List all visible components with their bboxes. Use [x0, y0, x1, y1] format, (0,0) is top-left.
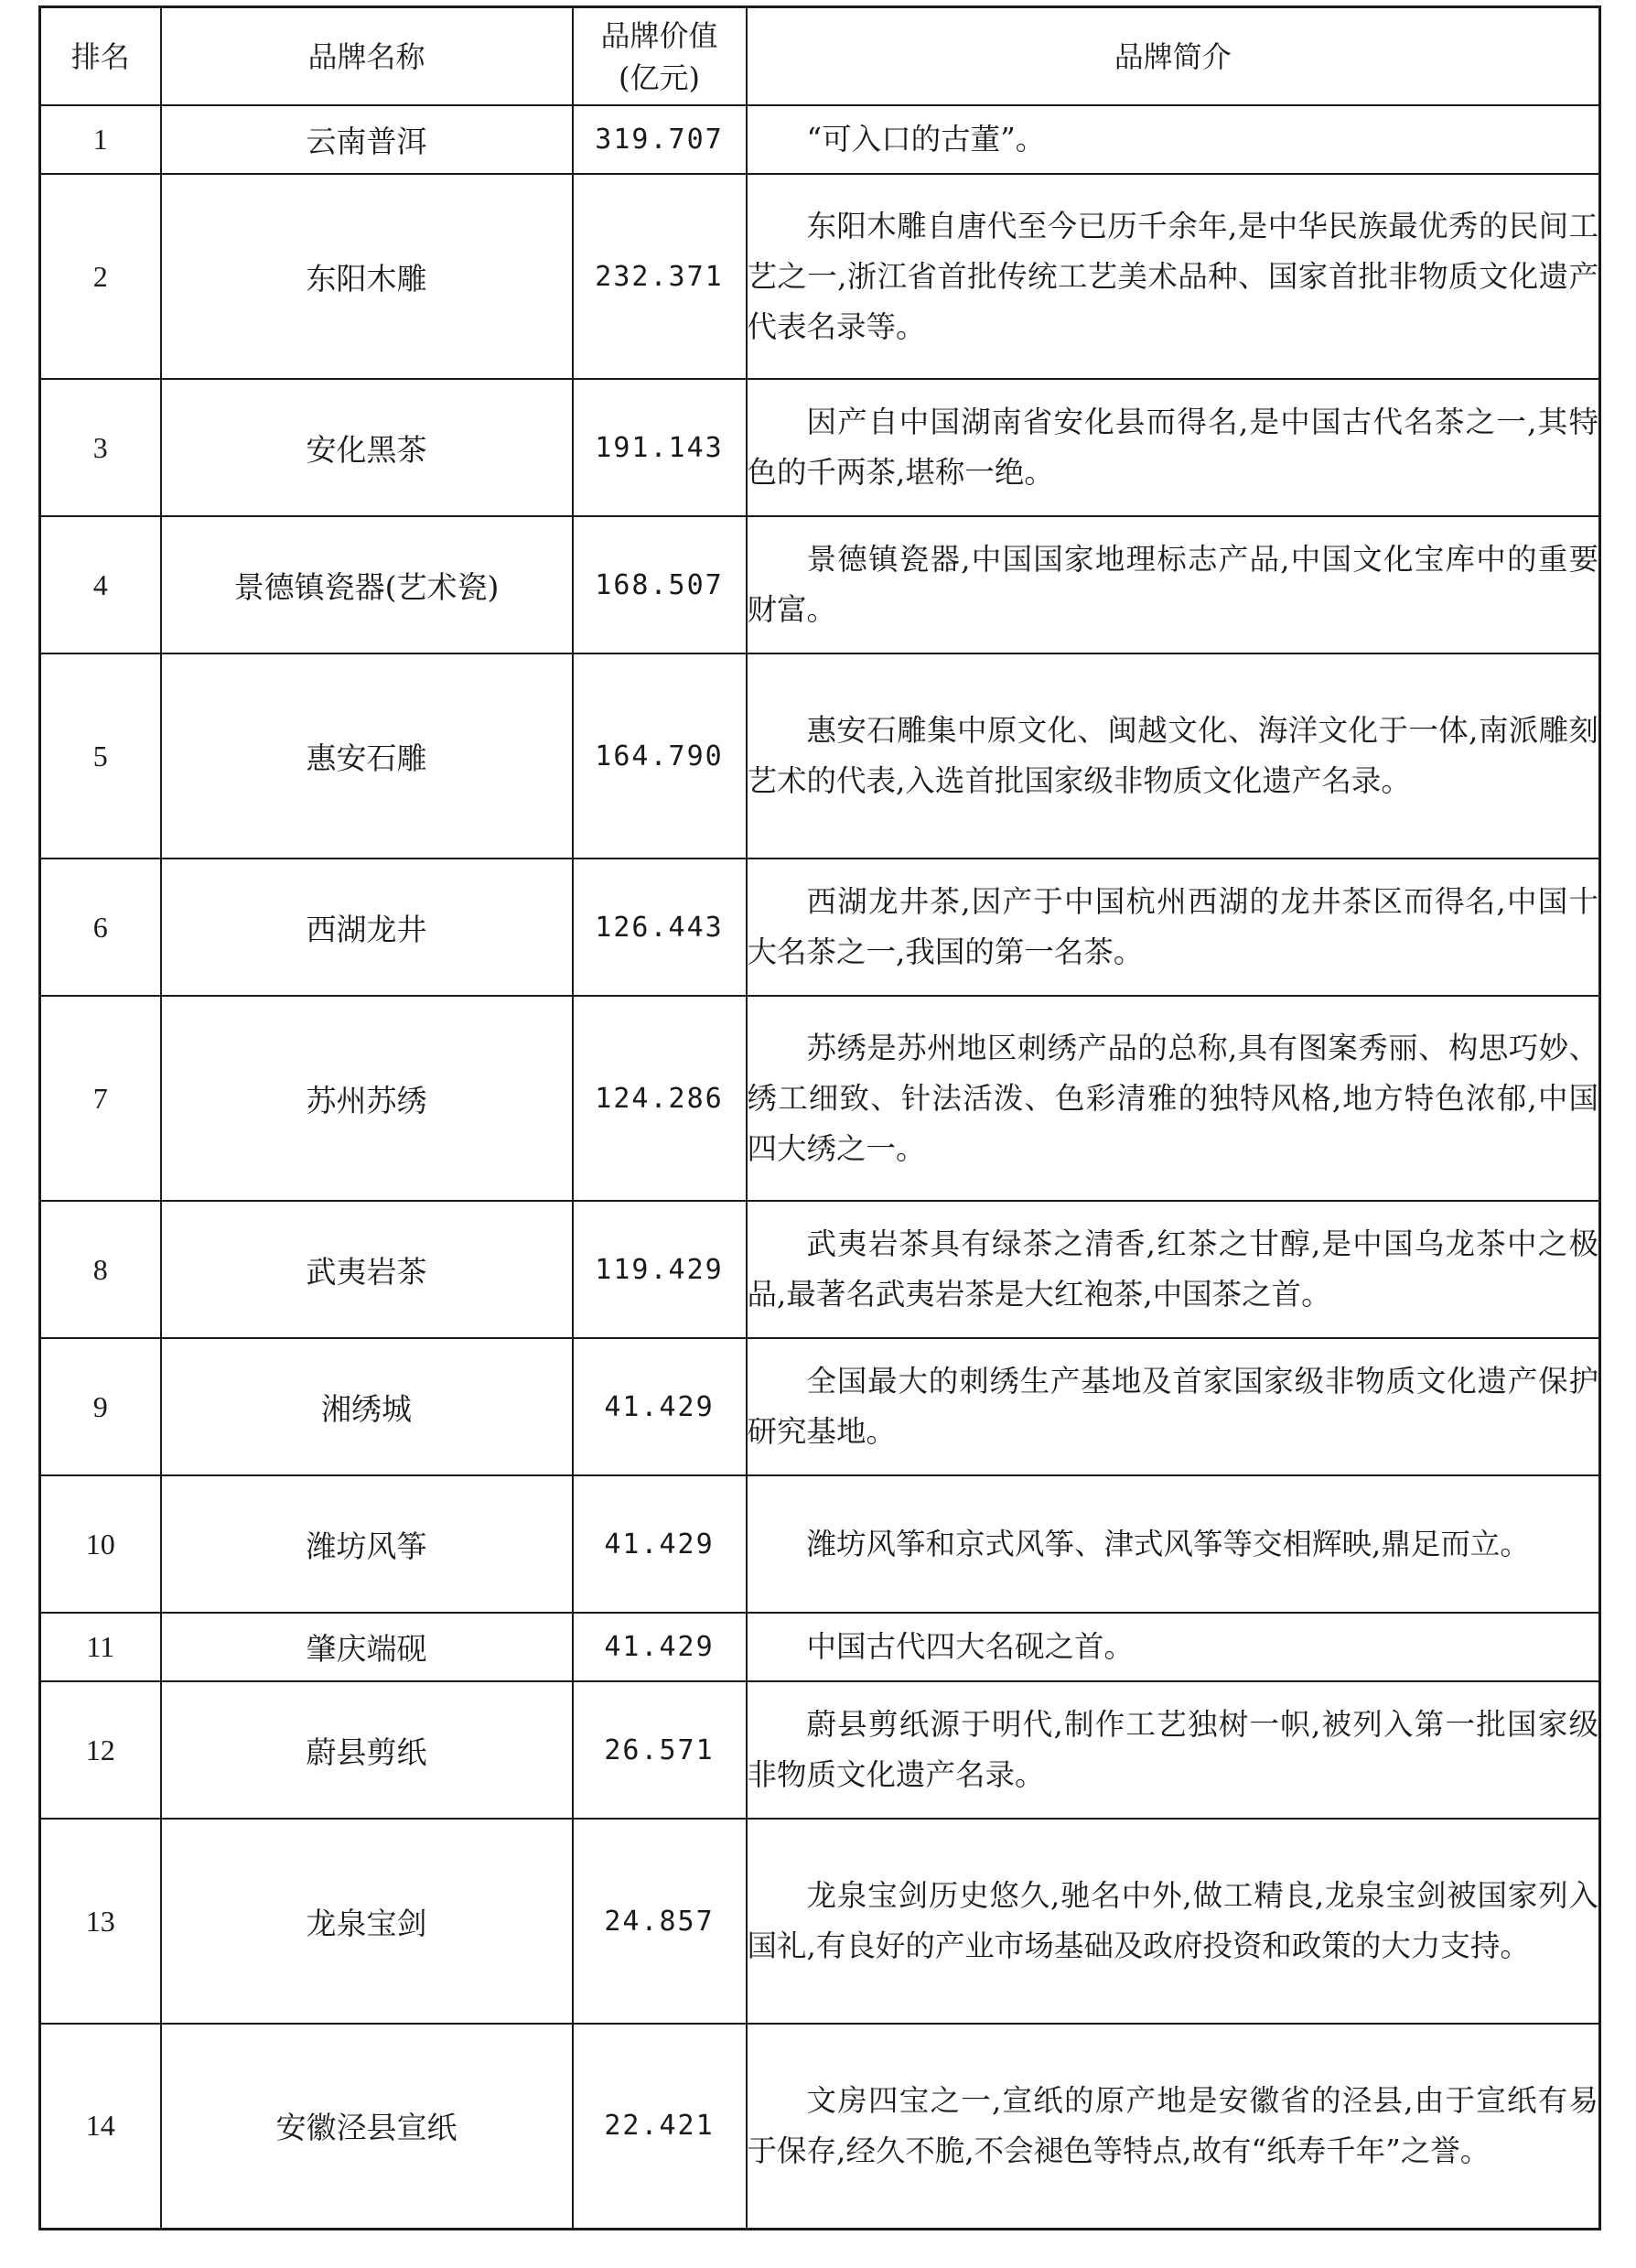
- cell-brand-name: 惠安石雕: [161, 653, 573, 859]
- table-row: [40, 996, 1600, 1201]
- cell-brand-name: 西湖龙井: [161, 859, 573, 996]
- cell-brand-name: 云南普洱: [161, 105, 573, 174]
- table-row: [40, 1475, 1600, 1613]
- cell-brand-intro: 潍坊风筝和京式风筝、津式风筝等交相辉映,鼎足而立。: [747, 1475, 1600, 1613]
- header-brand-value: [573, 7, 747, 106]
- cell-brand-value: 164.790: [573, 653, 747, 859]
- cell-brand-value: 22.421: [573, 2024, 747, 2229]
- table-row: [40, 2024, 1600, 2229]
- cell-brand-name: 苏州苏绣: [161, 996, 573, 1201]
- cell-brand-name: 潍坊风筝: [161, 1475, 573, 1613]
- header-row: [40, 7, 1600, 106]
- cell-brand-intro: 东阳木雕自唐代至今已历千余年,是中华民族最优秀的民间工艺之一,浙江省首批传统工艺美术品种、国家首批非物质文化遗产代表名录等。: [747, 174, 1600, 379]
- cell-brand-intro: 苏绣是苏州地区刺绣产品的总称,具有图案秀丽、构思巧妙、绣工细致、针法活泼、色彩清雅的独特风格,地方特色浓郁,中国四大绣之一。: [747, 996, 1600, 1201]
- table-row: [40, 1681, 1600, 1819]
- cell-brand-value: 232.371: [573, 174, 747, 379]
- header-brand-value-unit: (亿元): [619, 59, 700, 95]
- cell-brand-intro: 因产自中国湖南省安化县而得名,是中国古代名茶之一,其特色的千两茶,堪称一绝。: [747, 379, 1600, 516]
- cell-brand-name: 安化黑茶: [161, 379, 573, 516]
- cell-brand-value: 41.429: [573, 1338, 747, 1475]
- cell-brand-intro: 西湖龙井茶,因产于中国杭州西湖的龙井茶区而得名,中国十大名茶之一,我国的第一名茶。: [747, 859, 1600, 996]
- cell-brand-intro: 武夷岩茶具有绿茶之清香,红茶之甘醇,是中国乌龙茶中之极品,最著名武夷岩茶是大红袍茶,中国茶之首。: [747, 1201, 1600, 1338]
- cell-rank: 7: [40, 996, 161, 1201]
- table-row: [40, 1338, 1600, 1475]
- header-brand-name: 品牌名称: [161, 7, 573, 106]
- table-row: [40, 1613, 1600, 1681]
- cell-brand-value: 191.143: [573, 379, 747, 516]
- cell-brand-value: 126.443: [573, 859, 747, 996]
- cell-rank: 11: [40, 1613, 161, 1681]
- cell-rank: 5: [40, 653, 161, 859]
- cell-brand-name: 龙泉宝剑: [161, 1819, 573, 2024]
- cell-brand-intro: 全国最大的刺绣生产基地及首家国家级非物质文化遗产保护研究基地。: [747, 1338, 1600, 1475]
- cell-brand-intro: 蔚县剪纸源于明代,制作工艺独树一帜,被列入第一批国家级非物质文化遗产名录。: [747, 1681, 1600, 1819]
- table-row: [40, 1201, 1600, 1338]
- cell-brand-name: 景德镇瓷器(艺术瓷): [161, 516, 573, 653]
- cell-rank: 10: [40, 1475, 161, 1613]
- table-row: [40, 653, 1600, 859]
- table-row: [40, 1819, 1600, 2024]
- cell-rank: 4: [40, 516, 161, 653]
- cell-brand-value: 41.429: [573, 1613, 747, 1681]
- cell-brand-value: 24.857: [573, 1819, 747, 2024]
- cell-rank: 13: [40, 1819, 161, 2024]
- header-rank: 排名: [40, 7, 161, 106]
- cell-brand-value: 26.571: [573, 1681, 747, 1819]
- header-brand-intro: 品牌简介: [747, 7, 1600, 106]
- cell-brand-intro: 文房四宝之一,宣纸的原产地是安徽省的泾县,由于宣纸有易于保存,经久不脆,不会褪色等特点,故有“纸寿千年”之誉。: [747, 2024, 1600, 2229]
- cell-rank: 12: [40, 1681, 161, 1819]
- cell-brand-value: 41.429: [573, 1475, 747, 1613]
- table-header: [40, 7, 1600, 106]
- table-row: [40, 379, 1600, 516]
- cell-brand-name: 肇庆端砚: [161, 1613, 573, 1681]
- cell-brand-value: 119.429: [573, 1201, 747, 1338]
- cell-rank: 3: [40, 379, 161, 516]
- cell-brand-name: 蔚县剪纸: [161, 1681, 573, 1819]
- cell-rank: 6: [40, 859, 161, 996]
- table-row: [40, 859, 1600, 996]
- cell-rank: 8: [40, 1201, 161, 1338]
- cell-rank: 14: [40, 2024, 161, 2229]
- cell-brand-intro: 中国古代四大名砚之首。: [747, 1613, 1600, 1681]
- brand-value-table: [38, 5, 1601, 2230]
- table-row: [40, 174, 1600, 379]
- cell-brand-name: 东阳木雕: [161, 174, 573, 379]
- header-brand-value-line1: 品牌价值: [600, 17, 718, 53]
- cell-brand-value: 319.707: [573, 105, 747, 174]
- cell-brand-intro: 龙泉宝剑历史悠久,驰名中外,做工精良,龙泉宝剑被国家列入国礼,有良好的产业市场基础及政府投资和政策的大力支持。: [747, 1819, 1600, 2024]
- cell-brand-name: 安徽泾县宣纸: [161, 2024, 573, 2229]
- cell-brand-intro: 景德镇瓷器,中国国家地理标志产品,中国文化宝库中的重要财富。: [747, 516, 1600, 653]
- cell-brand-intro: “可入口的古董”。: [747, 105, 1600, 174]
- cell-rank: 9: [40, 1338, 161, 1475]
- table-body: [40, 105, 1600, 2229]
- cell-rank: 2: [40, 174, 161, 379]
- cell-brand-name: 武夷岩茶: [161, 1201, 573, 1338]
- cell-brand-value: 168.507: [573, 516, 747, 653]
- cell-brand-intro: 惠安石雕集中原文化、闽越文化、海洋文化于一体,南派雕刻艺术的代表,入选首批国家级非物质文化遗产名录。: [747, 653, 1600, 859]
- cell-brand-name: 湘绣城: [161, 1338, 573, 1475]
- cell-brand-value: 124.286: [573, 996, 747, 1201]
- table-row: [40, 105, 1600, 174]
- cell-rank: 1: [40, 105, 161, 174]
- table-row: [40, 516, 1600, 653]
